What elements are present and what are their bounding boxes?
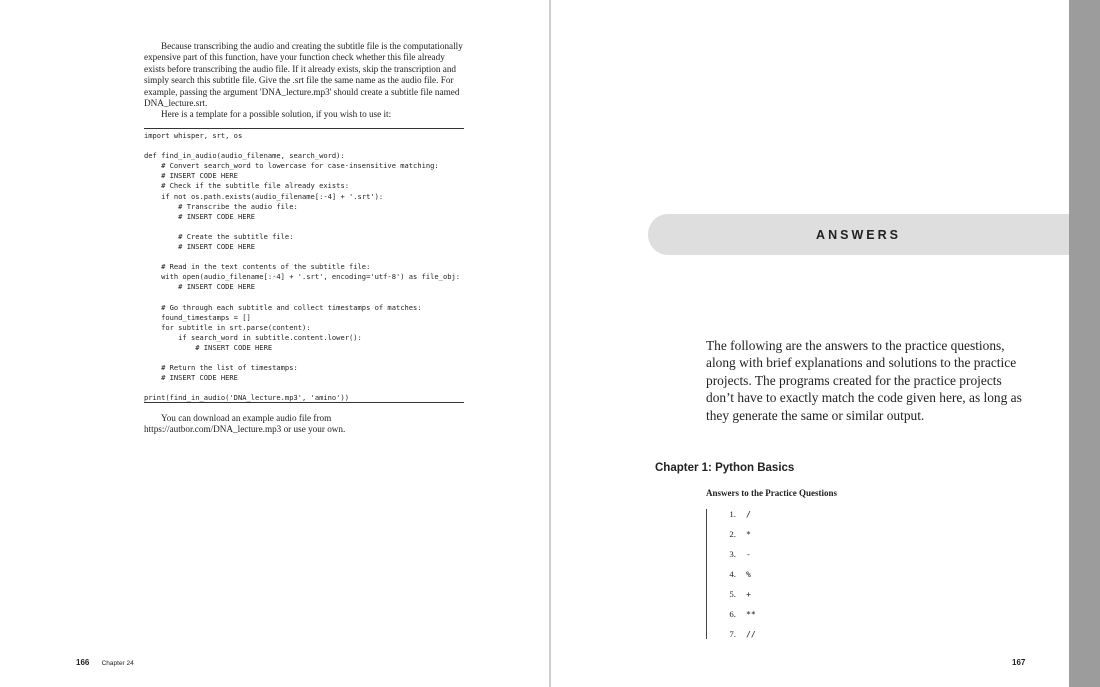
answer-item [706,509,756,529]
lead-paragraph: The following are the answers to the practice questions, along with brief explanations and solutions to the practice projects. The programs created for the practice projects don’t have to exactly match the code given here, as long as they generate the same or similar output. [706,338,1022,423]
left-folio [76,658,134,667]
code-listing: import whisper, srt, os def find_in_audio(audio_filename, search_word): # Convert search_word to lowercase for case-insensitive matching: # INSERT CODE HERE # Check if the subtitle file already exists: if not os.path.exists(audio_filename[:-4] + '.srt'): # Transcribe the audio file: # INSERT CODE HERE # Create the subtitle file: # INSERT CODE HERE # Read in the text contents of the subtitle file: with open(audio_filename[:-4] + '.srt', encoding='utf-8') as file_obj: # INSERT CODE HERE # Go through each subtitle and collect timestamps of matches: found_timestamps = [] for subtitle in srt.parse(content): if search_word in subtitle.content.lower(): # INSERT CODE HERE # Return the list of timestamps: # INSERT CODE HERE print(find_in_audio('DNA_lecture.mp3', 'amino')) [144,131,461,403]
answer-value: // [746,629,756,639]
answer-number: 2. [729,529,736,539]
answer-list [706,509,756,649]
answer-value: ** [746,609,756,619]
answer-value: + [746,589,751,599]
page-edge-tab [1069,0,1100,687]
section-title-band [648,214,1069,255]
subheading: Answers to the Practice Questions [706,488,837,498]
code-bottom-rule [144,402,464,403]
answer-number: 3. [729,549,736,559]
intro-paragraph: Because transcribing the audio and creating the subtitle file is the computationally expensive part of this function, have your function check whether this file already exists before transcribing the audio file. If it already exists, skip the transcription and simply search this subtitle file. Give the .srt file the same name as the audio file. For example, passing the argument 'DNA_lecture.mp3' should create a subtitle file named DNA_lecture.srt. [144,41,463,109]
right-folio [1012,658,1025,667]
section-title: ANSWERS [816,228,901,242]
code-top-rule [144,128,464,129]
answer-item [706,589,756,609]
answer-number: 5. [729,589,736,599]
answer-number: 7. [729,629,736,639]
answer-value: % [746,569,751,579]
template-intro: Here is a template for a possible solution, if you wish to use it: [161,109,392,120]
answer-number: 1. [729,509,736,519]
chapter-heading: Chapter 1: Python Basics [655,462,795,474]
answer-item [706,609,756,629]
answer-number: 6. [729,609,736,619]
answer-item [706,529,756,549]
download-note: You can download an example audio file from https://autbor.com/DNA_lecture.mp3 or use your own. [144,413,346,435]
answer-value: / [746,509,751,519]
running-head: Chapter 24 [101,660,134,667]
intro-text [144,41,466,121]
answer-item [706,629,756,649]
answer-number: 4. [729,569,736,579]
answer-value: * [746,529,751,539]
page-number-right: 167 [1012,658,1026,667]
page-number-left: 166 [76,658,90,667]
answer-value: - [746,549,751,559]
answer-item [706,569,756,589]
answer-item [706,549,756,569]
